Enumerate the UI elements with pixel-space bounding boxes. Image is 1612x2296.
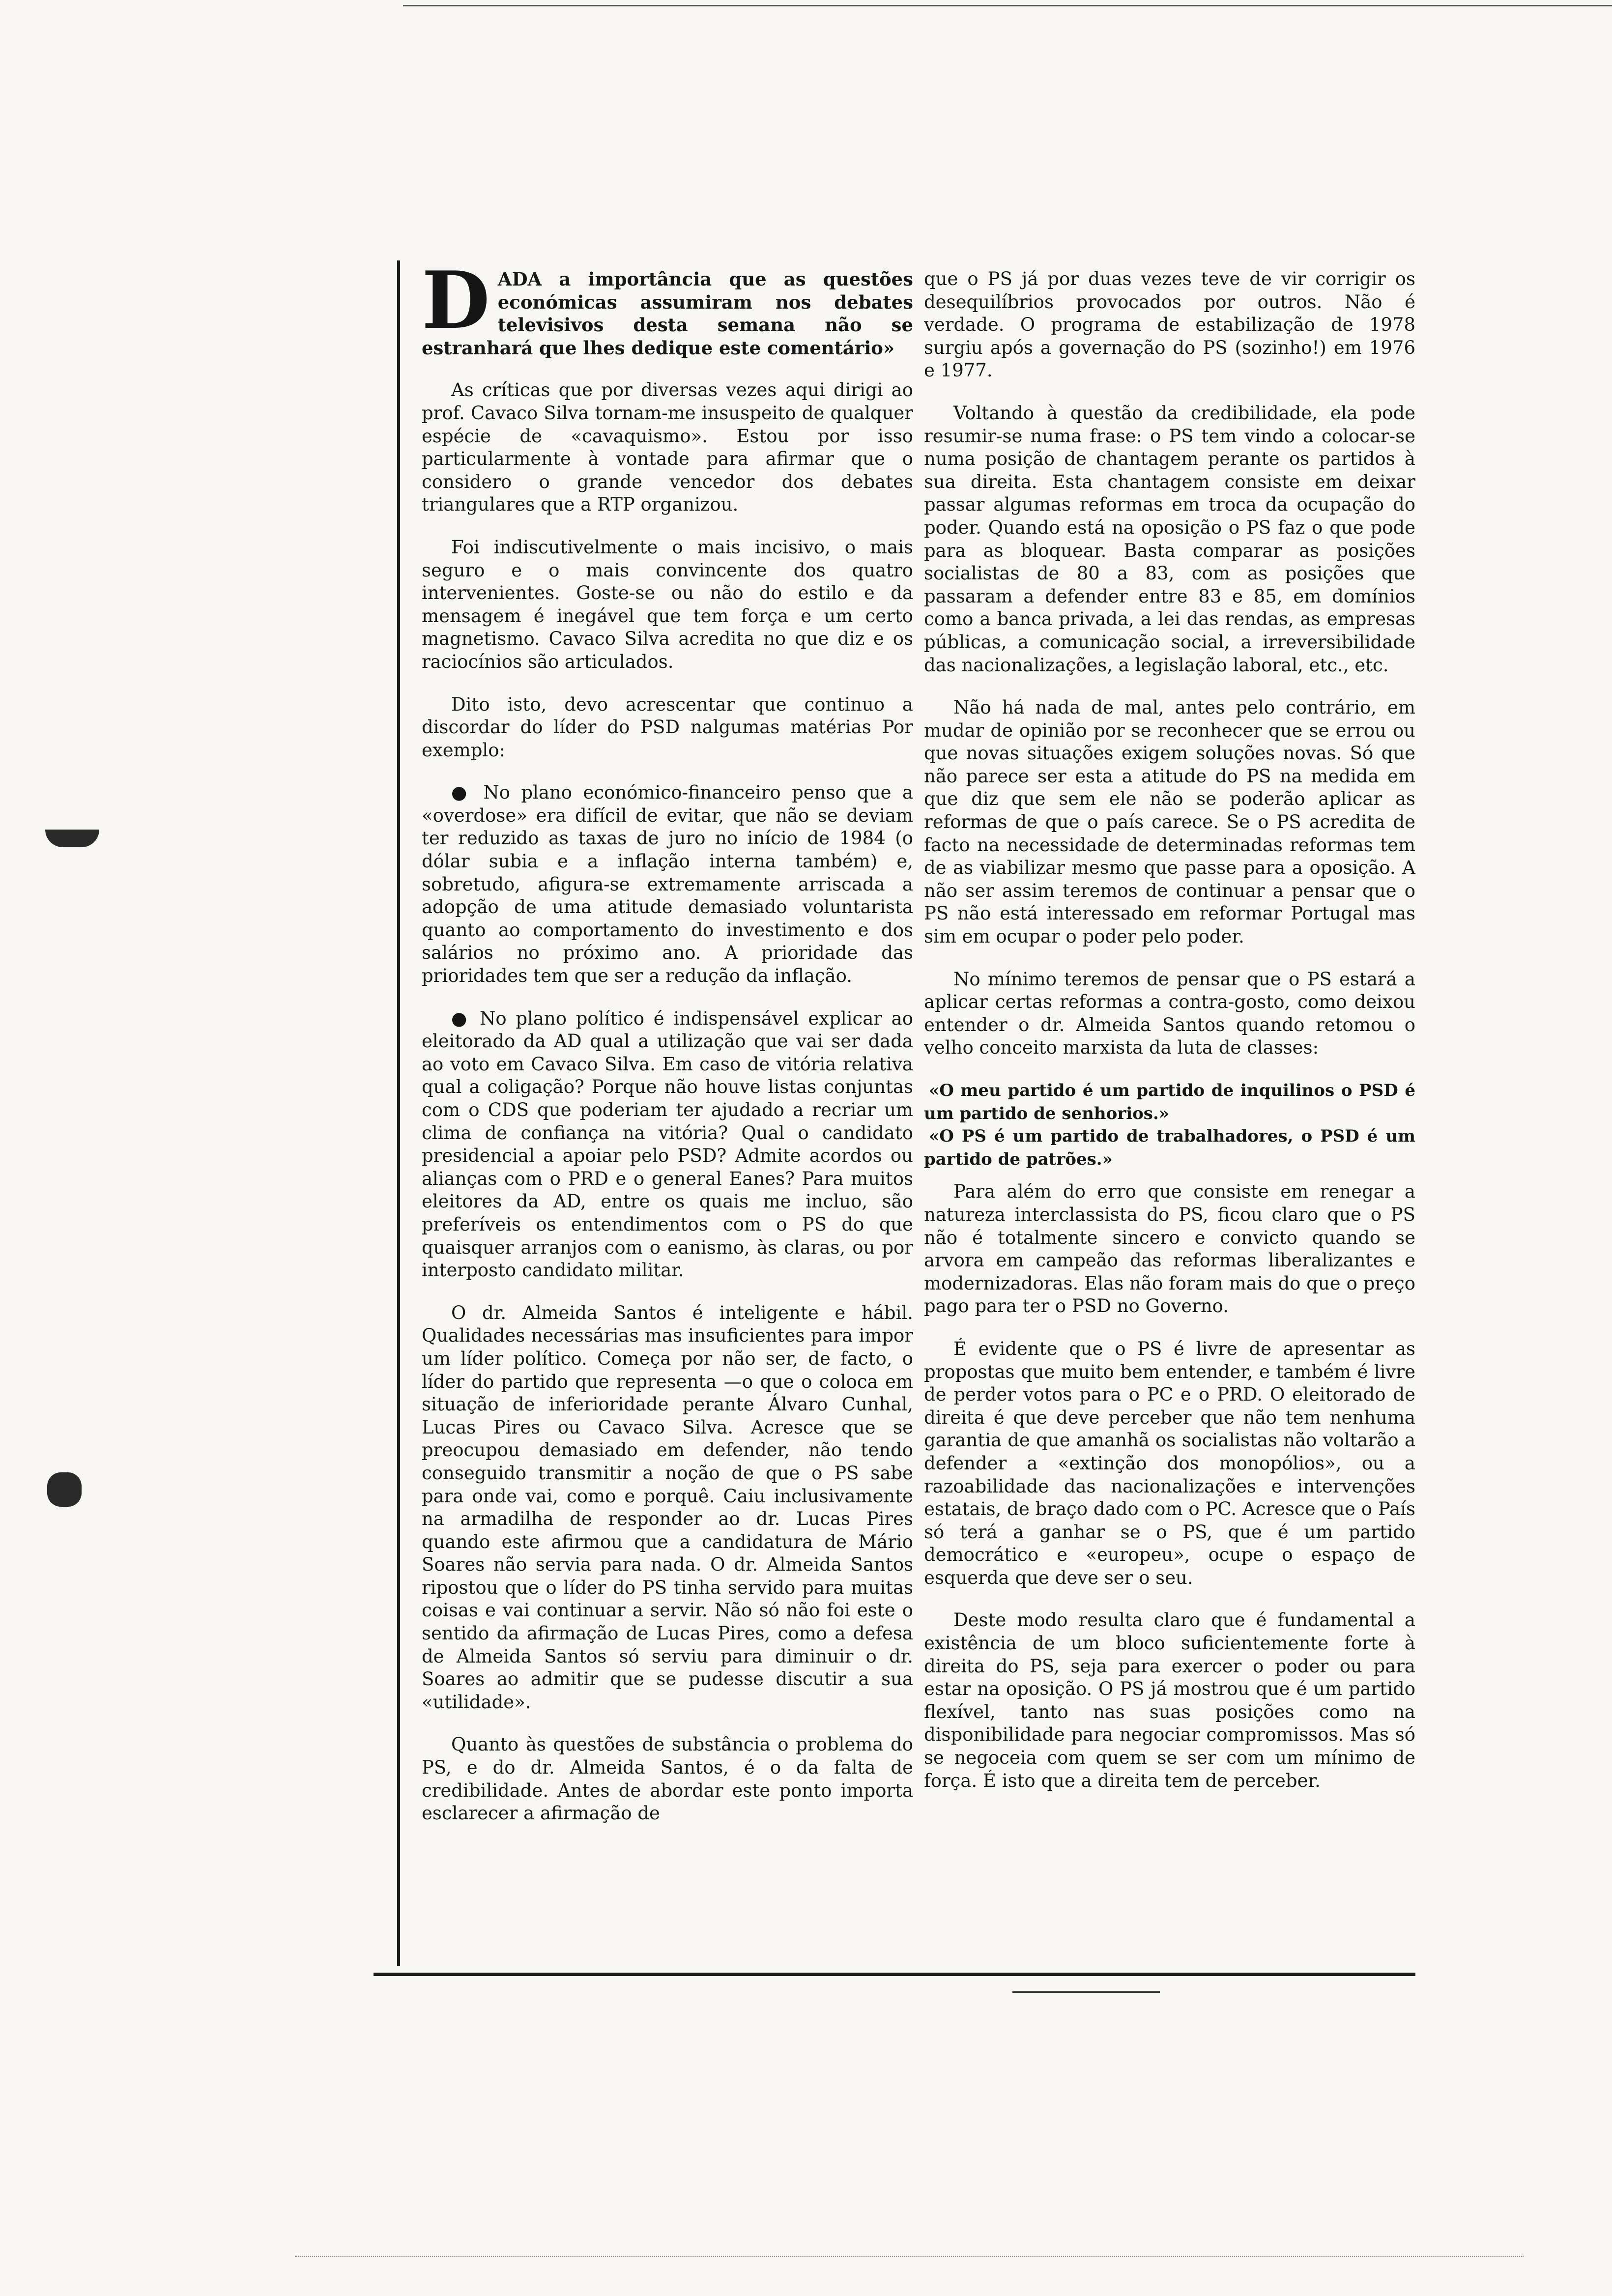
paragraph: Não há nada de mal, antes pelo contrário, em mudar de opinião por se reconhecer que se errou ou que novas situações exigem soluções novas. Só que não parece ser esta a atitude do PS na medida em que diz que sem ele não se poderão aplicar as reformas de que o país carece. Se o PS acredita de facto na necessidade de determinadas reformas tem de as viabilizar mesmo que passe para a oposição. A não ser assim teremos de continuar a pensar que o PS não está interessado em reformar Portugal mas sim em ocupar o poder pelo poder. (924, 697, 1415, 947)
page-edge-line (403, 5, 1612, 6)
bullet-paragraph: ● No plano político é indispensável explicar ao eleitorado da AD qual a utilização que vai ser dada ao voto em Cavaco Silva. Em caso de vitória relativa qual a coligação? Porque não houve listas conjuntas com o CDS que poderiam ter ajudado a recriar um clima de confiança na vitória? Qual o candidato presidencial a apoiar pelo PSD? Admite acordos ou alianças com o PRD e o general Eanes? Para muitos eleitores da AD, entre os quais me incluo, são preferíveis os entendimentos com o PS do que quaisquer arranjos com o eanismo, às claras, ou por interposto candidato militar. (422, 1007, 913, 1281)
scan-edge-noise (295, 2241, 1524, 2257)
margin-smudge (45, 830, 99, 847)
lead-text: ADA a importância que as questões económicas assumiram nos debates televisivos desta semana não se estranhará que lhes dedique este comentário» (422, 268, 913, 359)
paragraph: No mínimo teremos de pensar que o PS estará a aplicar certas reformas a contra-gosto, como deixou entender o dr. Almeida Santos quando retomou o velho conceito marxista da luta de classes: (924, 968, 1415, 1059)
paragraph: Foi indiscutivelmente o mais incisivo, o mais seguro e o mais convincente dos quatro intervenientes. Goste-se ou não do estilo e da mensagem é inegável que tem força e um certo magnetismo. Cavaco Silva acredita no que diz e os raciocínios são articulados. (422, 536, 913, 672)
paragraph: É evidente que o PS é livre de apresentar as propostas que muito bem entender, e também é livre de perder votos para o PC e o PRD. O eleitorado de direita é que deve perceber que não tem nenhuma garantia de que amanhã os socialistas não voltarão a defender a «extinção dos monopólios», ou a razoabilidade das nacionalizações e intervenções estatais, de braço dado com o PC. Acresce que o País só terá a ganhar se o PS, que é um partido democrático e «europeu», ocupe o espaço de esquerda que deve ser o seu. (924, 1338, 1415, 1588)
punch-hole-mark (47, 1472, 82, 1507)
drop-cap: D (422, 254, 490, 346)
paragraph: Para além do erro que consiste em renegar a natureza interclassista do PS, ficou claro que o PS não é totalmente sincero e convicto quando se arvora em campeão das reformas liberalizantes e modernizadoras. Elas não foram mais do que o preço pago para ter o PSD no Governo. (924, 1181, 1415, 1317)
paragraph: que o PS já por duas vezes teve de vir corrigir os desequilíbrios provocados por outros. Não é verdade. O programa de estabilização de 1978 surgiu após a governação do PS (sozinho!) em 1976 e 1977. (924, 268, 1415, 381)
paragraph: Deste modo resulta claro que é fundamental a existência de um bloco suficientemente forte à direita do PS, seja para exercer o poder ou para estar na oposição. O PS já mostrou que é um partido flexível, tanto nas suas posições como na disponibilidade para negociar compromissos. Mas só se negoceia com quem se ser com um mínimo de força. É isto que a direita tem de perceber. (924, 1609, 1415, 1791)
bottom-rule-short (1012, 1991, 1160, 1993)
bottom-rule (374, 1973, 1415, 1976)
bullet-paragraph: ● No plano económico-financeiro penso que a «overdose» era difícil de evitar, que não se deviam ter reduzido as taxas de juro no início de 1984 (o dólar subia e a inflação interna também) e, sobretudo, afigura-se extremamente arriscada a adopção de uma atitude demasiado voluntarista quanto ao comportamento do investimento e dos salários no próximo ano. A prioridade das prioridades tem que ser a redução da inflação. (422, 782, 913, 987)
column-rule (397, 260, 400, 1966)
paragraph: As críticas que por diversas vezes aqui dirigi ao prof. Cavaco Silva tornam-me insuspeito de qualquer espécie de «cavaquismo». Estou por isso particularmente à vontade para afirmar que o considero o grande vencedor dos debates triangulares que a RTP organizou. (422, 379, 913, 516)
paragraph: Quanto às questões de substância o problema do PS, e do dr. Almeida Santos, é o da falta de credibilidade. Antes de abordar este ponto importa esclarecer a afirmação de (422, 1734, 913, 1824)
quote-line: «O meu partido é um partido de inquilinos o PSD é um partido de senhorios.» (924, 1081, 1415, 1123)
article-right-column (924, 268, 1415, 1812)
paragraph: Dito isto, devo acrescentar que continuo a discordar do líder do PSD nalgumas matérias Por exemplo: (422, 693, 913, 761)
quote-line: «O PS é um partido de trabalhadores, o PSD é um partido de patrões.» (924, 1126, 1415, 1169)
paragraph: Voltando à questão da credibilidade, ela pode resumir-se numa frase: o PS tem vindo a colocar-se numa posição de chantagem perante os partidos à sua direita. Esta chantagem consiste em deixar passar algumas reformas em troca da ocupação do poder. Quando está na oposição o PS faz o que pode para as bloquear. Basta comparar as posições socialistas de 80 a 83, com as posições que passaram a defender entre 83 e 85, em domínios como a banca privada, a lei das rendas, as empresas públicas, a comunicação social, a irreversibilidade das nacionalizações, a legislação laboral, etc., etc. (924, 402, 1415, 676)
article-lead (422, 254, 913, 359)
paragraph: O dr. Almeida Santos é inteligente e hábil. Qualidades necessárias mas insuficientes para impor um líder político. Começa por não ser, de facto, o líder do partido que representa —o que o coloca em situação de inferioridade perante Álvaro Cunhal, Lucas Pires ou Cavaco Silva. Acresce que se preocupou demasiado em defender, não tendo conseguido transmitir a noção de que o PS sabe para onde vai, como e porquê. Caiu inclusivamente na armadilha de responder ao dr. Lucas Pires quando este afirmou que a candidatura de Mário Soares não servia para nada. O dr. Almeida Santos ripostou que o líder do PS tinha servido para muitas coisas e vai continuar a servir. Não só não foi este o sentido da afirmação de Lucas Pires, como a defesa de Almeida Santos só serviu para diminuir o dr. Soares ao admitir que se pudesse discutir a sua «utilidade». (422, 1302, 913, 1713)
article-left-column (422, 254, 913, 1845)
